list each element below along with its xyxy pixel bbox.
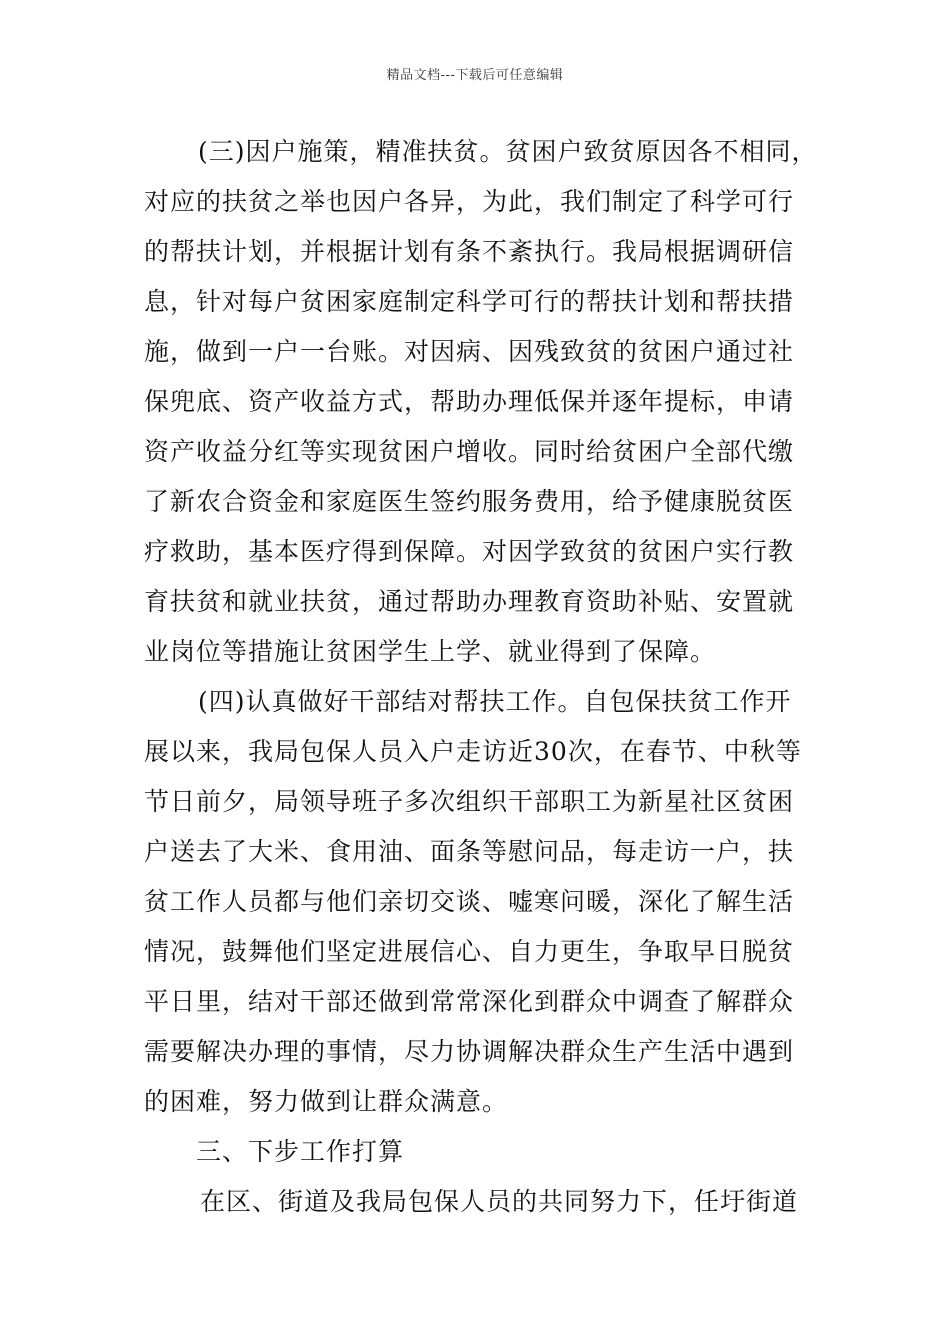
paragraph-line: 贫工作人员都与他们亲切交谈、嘘寒问暖，深化了解生活 — [144, 887, 795, 916]
paragraph-line: 息，针对每户贫困家庭制定科学可行的帮扶计划和帮扶措 — [144, 287, 795, 316]
paragraph-line: 业岗位等措施让贫困学生上学、就业得到了保障。 — [144, 637, 717, 666]
paragraph-line: 了新农合资金和家庭医生签约服务费用，给予健康脱贫医 — [144, 487, 795, 516]
paragraph-line: 疗救助，基本医疗得到保障。对因学致贫的贫困户实行教 — [144, 537, 795, 566]
paragraph-line: 情况，鼓舞他们坚定进展信心、自力更生，争取早日脱贫 — [144, 937, 795, 966]
paragraph-line: 需要解决办理的事情，尽力协调解决群众生产生活中遇到 — [144, 1037, 795, 1066]
document-body — [144, 127, 824, 1227]
page-header: 精品文档---下载后可任意编辑 — [386, 68, 564, 83]
paragraph-line: 施，做到一户一台账。对因病、因残致贫的贫困户通过社 — [144, 337, 795, 366]
paragraph-line: 育扶贫和就业扶贫，通过帮助办理教育资助补贴、安置就 — [144, 587, 795, 616]
paragraph-line: 展以来，我局包保人员入户走访近30次，在春节、中秋等 — [144, 737, 802, 766]
paragraph-line: 在区、街道及我局包保人员的共同努力下，任圩街道 — [200, 1187, 799, 1216]
paragraph-line: 对应的扶贫之举也因户各异，为此，我们制定了科学可行 — [144, 187, 795, 216]
paragraph-line: 的帮扶计划，并根据计划有条不紊执行。我局根据调研信 — [144, 237, 795, 266]
paragraph-line: (四)认真做好干部结对帮扶工作。自包保扶贫工作开 — [198, 687, 792, 716]
paragraph-line: 资产收益分红等实现贫困户增收。同时给贫困户全部代缴 — [144, 437, 795, 466]
section-heading: 三、下步工作打算 — [196, 1137, 405, 1166]
paragraph-line: 保兜底、资产收益方式，帮助办理低保并逐年提标，申请 — [144, 387, 795, 416]
paragraph-line: 户送去了大米、食用油、面条等慰问品，每走访一户，扶 — [144, 837, 795, 866]
paragraph-line: 节日前夕，局领导班子多次组织干部职工为新星社区贫困 — [144, 787, 795, 816]
paragraph-line: 的困难，努力做到让群众满意。 — [144, 1087, 509, 1116]
paragraph-line: (三)因户施策，精准扶贫。贫困户致贫原因各不相同， — [198, 137, 818, 166]
paragraph-line: 平日里，结对干部还做到常常深化到群众中调查了解群众 — [144, 987, 795, 1016]
